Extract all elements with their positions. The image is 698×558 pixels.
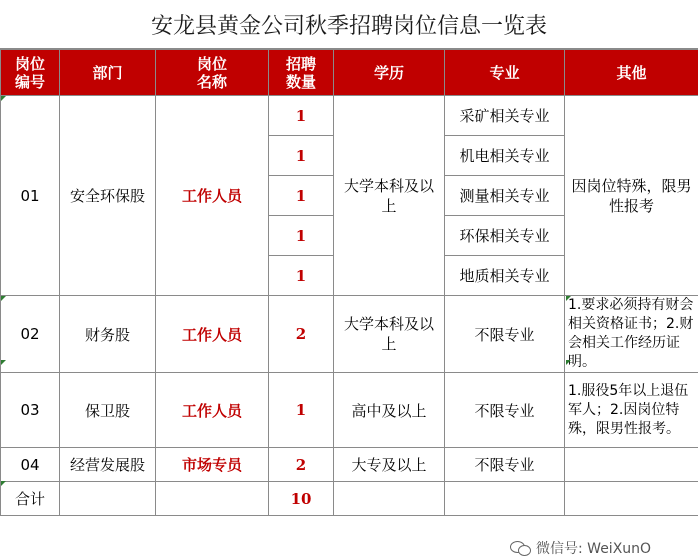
row1-major-4: 环保相关专业 — [445, 216, 565, 256]
row3-major: 不限专业 — [445, 373, 565, 448]
total-count: 10 — [269, 482, 334, 516]
row2-dept: 财务股 — [60, 296, 156, 373]
recruitment-table — [0, 49, 698, 516]
table-row — [1, 296, 698, 373]
row1-id: 01 — [1, 96, 60, 296]
wechat-watermark — [510, 538, 651, 558]
row1-dept: 安全环保股 — [60, 96, 156, 296]
total-row — [1, 482, 698, 516]
row1-edu: 大学本科及以上 — [334, 96, 445, 296]
cell-marker — [566, 296, 571, 301]
total-empty-major — [445, 482, 565, 516]
cell-marker — [1, 481, 6, 486]
row1-major-3: 测量相关专业 — [445, 176, 565, 216]
header-position-name: 岗位 名称 — [156, 50, 269, 96]
cell-marker — [1, 360, 6, 365]
row4-edu: 大专及以上 — [334, 448, 445, 482]
table-row — [1, 448, 698, 482]
row4-count: 2 — [269, 448, 334, 482]
watermark-text: 微信号: WeiXunO — [536, 538, 651, 558]
row1-major-5: 地质相关专业 — [445, 256, 565, 296]
cell-marker — [1, 296, 6, 301]
table-row — [1, 96, 698, 136]
header-department: 部门 — [60, 50, 156, 96]
row1-other: 因岗位特殊，限男性报考 — [565, 96, 698, 296]
page-title: 安龙县黄金公司秋季招聘岗位信息一览表 — [0, 0, 698, 49]
row3-edu: 高中及以上 — [334, 373, 445, 448]
row1-position: 工作人员 — [156, 96, 269, 296]
row3-dept: 保卫股 — [60, 373, 156, 448]
row2-count: 2 — [269, 296, 334, 373]
total-empty-edu — [334, 482, 445, 516]
header-education: 学历 — [334, 50, 445, 96]
row2-edu: 大学本科及以上 — [334, 296, 445, 373]
header-major: 专业 — [445, 50, 565, 96]
cell-marker — [566, 360, 571, 365]
wechat-icon — [510, 541, 532, 555]
header-count: 招聘 数量 — [269, 50, 334, 96]
row4-dept: 经营发展股 — [60, 448, 156, 482]
cell-marker — [1, 96, 6, 101]
header-position-id: 岗位 编号 — [1, 50, 60, 96]
row1-count-2: 1 — [269, 136, 334, 176]
row1-major-1: 采矿相关专业 — [445, 96, 565, 136]
row2-id: 02 — [1, 296, 60, 373]
row1-count-1: 1 — [269, 96, 334, 136]
total-empty-position — [156, 482, 269, 516]
total-empty-dept — [60, 482, 156, 516]
row4-id: 04 — [1, 448, 60, 482]
row2-major: 不限专业 — [445, 296, 565, 373]
row1-count-3: 1 — [269, 176, 334, 216]
row1-count-4: 1 — [269, 216, 334, 256]
table-row — [1, 373, 698, 448]
total-label: 合计 — [1, 482, 60, 516]
row3-count: 1 — [269, 373, 334, 448]
row4-other — [565, 448, 698, 482]
row3-other: 1.服役5年以上退伍军人；2.因岗位特殊，限男性报考。 — [565, 373, 698, 448]
row4-major: 不限专业 — [445, 448, 565, 482]
row1-major-2: 机电相关专业 — [445, 136, 565, 176]
total-empty-other — [565, 482, 698, 516]
header-other: 其他 — [565, 50, 698, 96]
row3-id: 03 — [1, 373, 60, 448]
row1-count-5: 1 — [269, 256, 334, 296]
header-row — [1, 50, 698, 96]
row3-position: 工作人员 — [156, 373, 269, 448]
row4-position: 市场专员 — [156, 448, 269, 482]
row2-position: 工作人员 — [156, 296, 269, 373]
row2-other: 1.要求必须持有财会相关资格证书；2.财会相关工作经历证明。 — [565, 296, 698, 373]
